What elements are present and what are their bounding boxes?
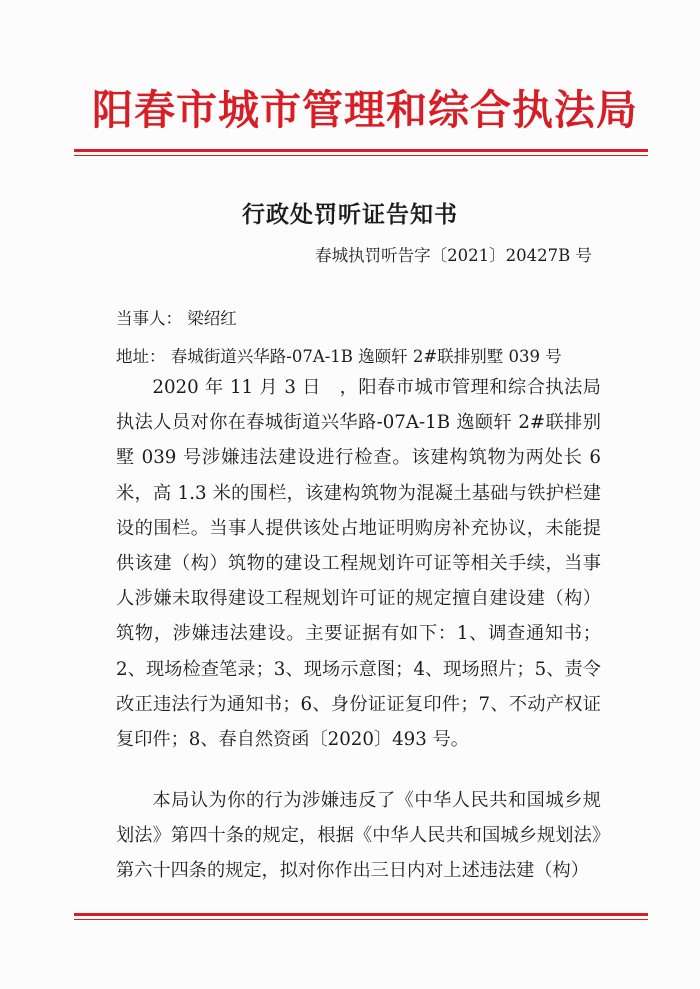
body-paragraph-1: 2020 年 11 月 3 日 ，阳春市城市管理和综合执法局执法人员对你在春城街道兴华路-07A-1B 逸颐轩 2#联排别墅 039 号涉嫌违法建设进行检查。该建构筑物为两处长 6 米，高 1.3 米的围栏，该建构筑物为混凝土基础与铁护栏建设的围栏。当事人提供该处占地证明购房补充协议，未能提供该建（构）筑物的建设工程规划许可证等相关手续，当事人涉嫌未取得建设工程规划许可证的规定擅自建设建（构）筑物，涉嫌违法建设。主要证据有如下：1、调查通知书；2、现场检查笔录；3、现场示意图；4、现场照片；5、责令改正违法行为通知书；6、身份证证复印件；7、不动产权证复印件；8、春自然资函〔2020〕493 号。	[116, 377, 601, 751]
address-label: 地址：	[116, 347, 166, 366]
party-name: 梁绍红	[187, 309, 237, 328]
issuing-authority-header: 阳春市城市管理和综合执法局	[92, 86, 638, 134]
address-line	[116, 343, 562, 367]
address-value: 春城街道兴华路-07A-1B 逸颐轩 2#联排别墅 039 号	[170, 347, 562, 366]
party-line	[116, 305, 237, 329]
body-paragraph-2: 本局认为你的行为涉嫌违反了《中华人民共和国城乡规划法》第四十条的规定，根据《中华人民共和国城乡规划法》第六十四条的规定，拟对你作出三日内对上述违法建（构）	[116, 790, 601, 882]
document-title: 行政处罚听证告知书	[242, 201, 458, 228]
party-label: 当事人：	[116, 309, 182, 328]
red-rule-bottom-thin	[74, 919, 648, 920]
red-rule-bottom	[74, 913, 648, 916]
document-number: 春城执罚听告字〔2021〕20427B 号	[315, 246, 592, 265]
red-rule-top-thin	[74, 155, 648, 156]
red-rule-top	[74, 149, 648, 152]
